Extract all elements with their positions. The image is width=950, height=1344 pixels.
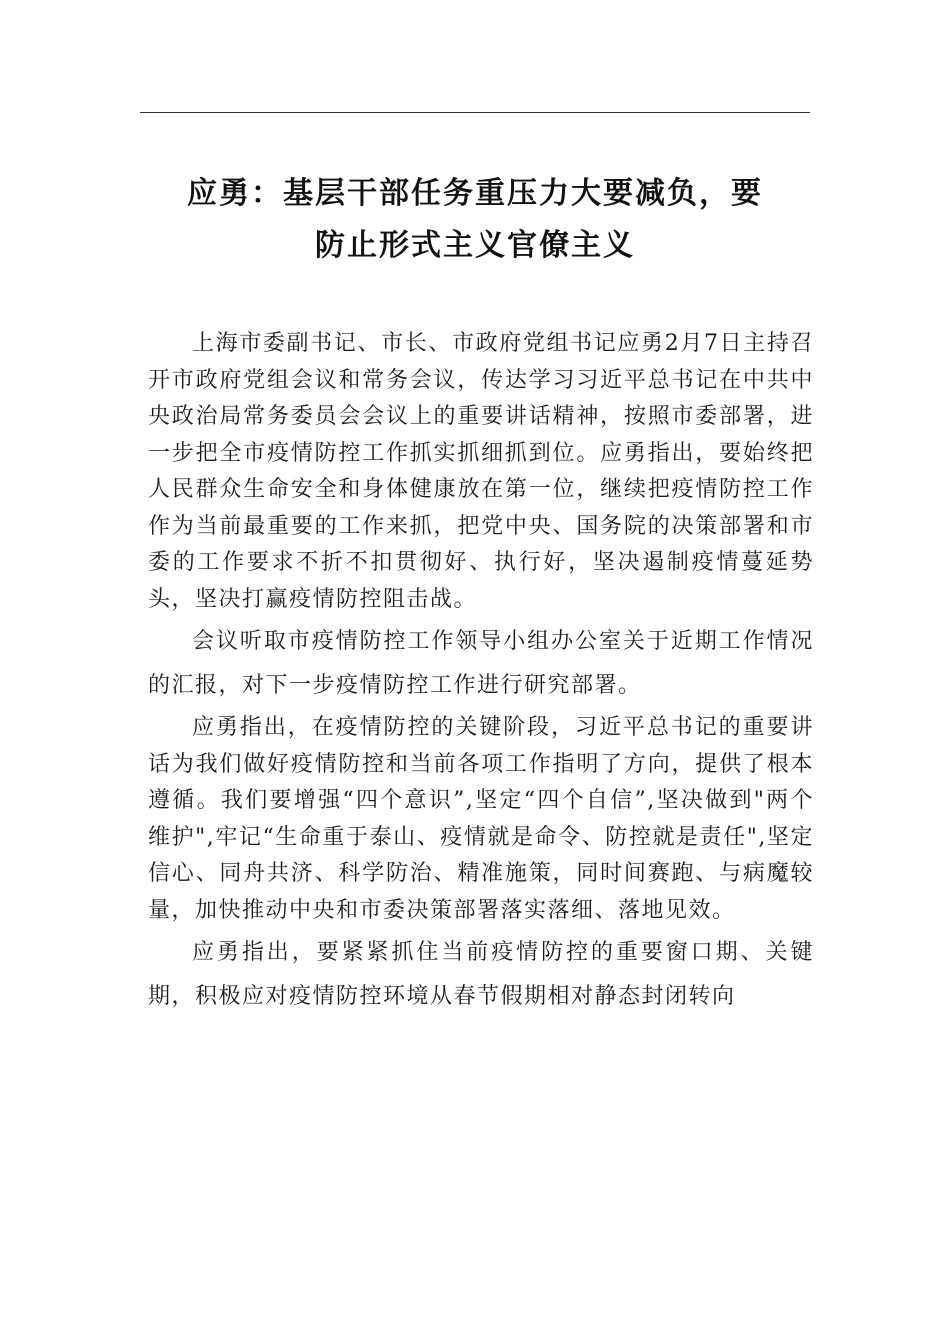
header-rule (140, 112, 810, 113)
title-line-2: 防止形式主义官僚主义 (315, 228, 635, 263)
article-body (148, 326, 814, 1019)
paragraph-1: 上海市委副书记、市长、市政府党组书记应勇2月7日主持召开市政府党组会议和常务会议，传达学习习近平总书记在中共中央政治局常务委员会会议上的重要讲话精神，按照市委部署，进一步把全市疫情防控工作抓实抓细抓到位。应勇指出，要始终把人民群众生命安全和身体健康放在第一位，继续把疫情防控工作作为当前最重要的工作来抓，把党中央、国务院的决策部署和市委的工作要求不折不扣贯彻好、执行好，坚决遏制疫情蔓延势头，坚决打赢疫情防控阻击战。 (148, 331, 814, 612)
article-title (140, 168, 810, 272)
paragraph-4: 应勇指出，要紧紧抓住当前疫情防控的重要窗口期、关键期，积极应对疫情防控环境从春节假期相对静态封闭转向 (148, 940, 814, 1009)
title-line-1: 应勇：基层干部任务重压力大要减负，要 (187, 176, 763, 211)
paragraph-2: 会议听取市疫情防控工作领导小组办公室关于近期工作情况的汇报，对下一步疫情防控工作进行研究部署。 (148, 629, 814, 698)
paragraph-3: 应勇指出，在疫情防控的关键阶段，习近平总书记的重要讲话为我们做好疫情防控和当前各项工作指明了方向，提供了根本遵循。我们要增强“四个意识”,坚定“四个自信”,坚决做到"两个维护",牢记“生命重于泰山、疫情就是命令、防控就是责任",坚定信心、同舟共济、科学防治、精准施策，同时间赛跑、与病魔较量，加快推动中央和市委决策部署落实落细、落地见效。 (148, 715, 814, 923)
